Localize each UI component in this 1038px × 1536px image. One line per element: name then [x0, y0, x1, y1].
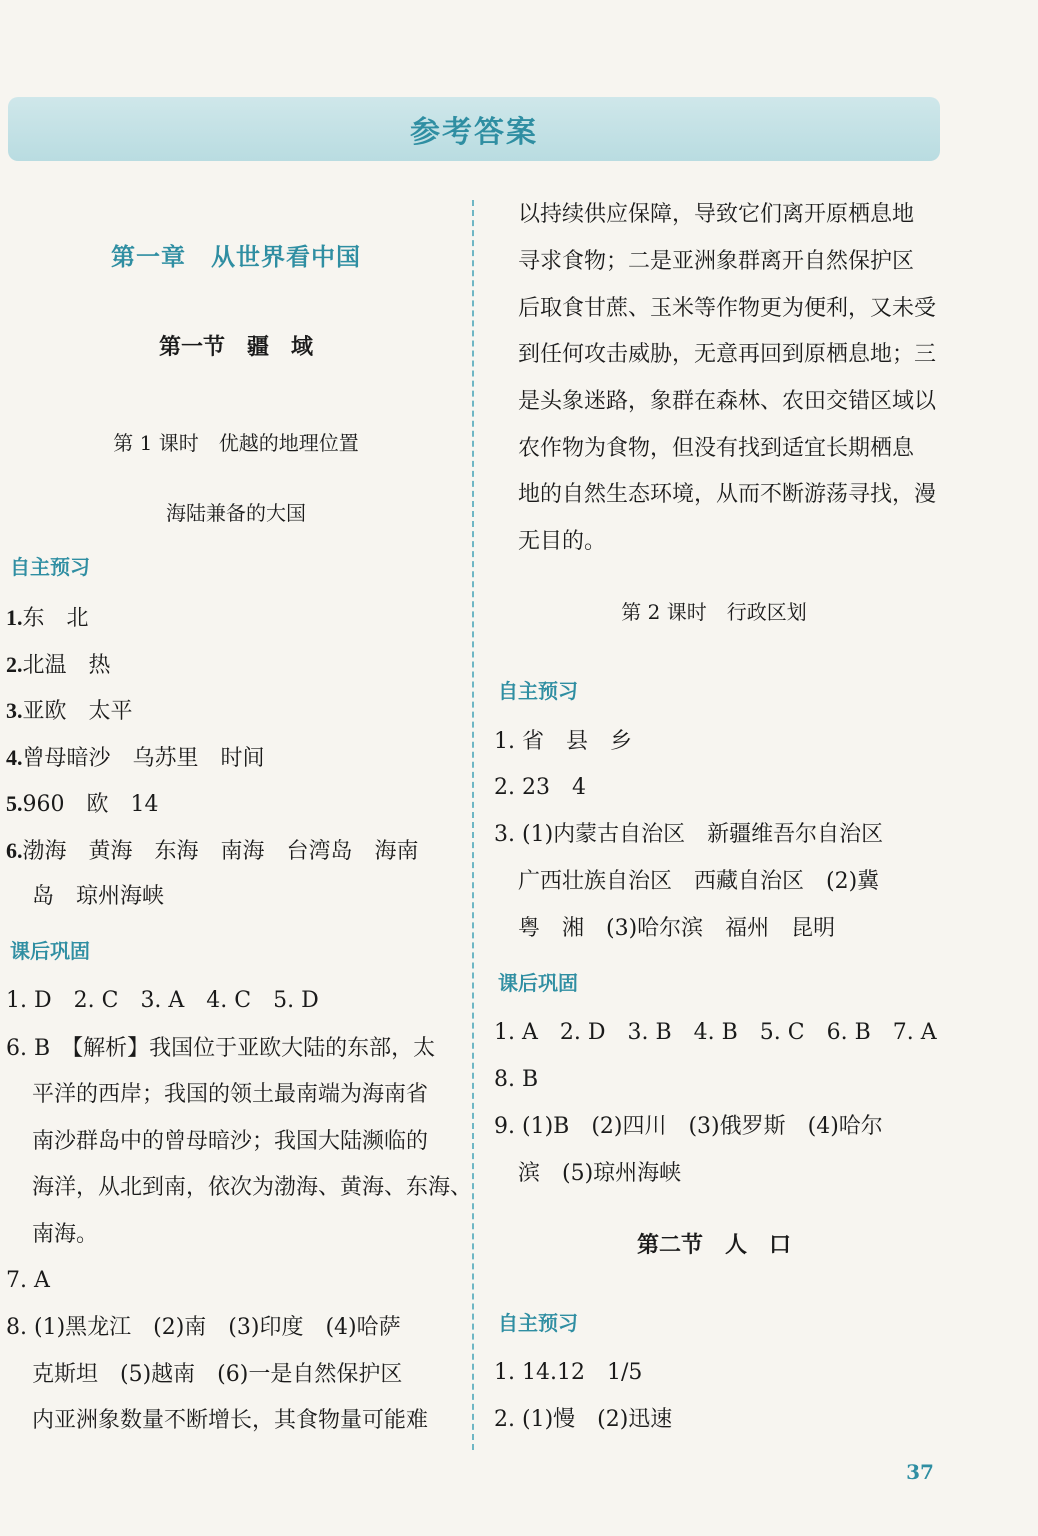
list-item: 6.渤海 黄海 东海 南海 台湾岛 海南: [6, 838, 419, 864]
list-item: 1.东 北: [6, 605, 89, 631]
answer-line: 7. A: [6, 1268, 50, 1293]
answer-line: 克斯坦 (5)越南 (6)一是自然保护区: [32, 1362, 403, 1387]
lesson-title: 第 1 课时 优越的地理位置: [113, 431, 359, 455]
list-item-cont: 广西壮族自治区 西藏自治区 (2)冀: [518, 869, 880, 894]
list-item: 1. D 2. C 3. A 4. C 5. D: [6, 988, 319, 1013]
answer-line: 后取食甘蔗、玉米等作物更为便利，又未受: [518, 296, 937, 321]
list-item: 4.曾母暗沙 乌苏里 时间: [6, 745, 265, 771]
answer-line: 南海。: [32, 1222, 99, 1247]
page-number: 37: [906, 1460, 934, 1484]
list-item: 2. (1)慢 (2)迅速: [494, 1407, 673, 1432]
list-item: 1. A 2. D 3. B 4. B 5. C 6. B 7. A: [494, 1020, 937, 1045]
answer-line: 6. B 【解析】我国位于亚欧大陆的东部，太: [6, 1036, 436, 1061]
lesson-title: 第 2 课时 行政区划: [621, 600, 807, 624]
list-item: 1. 省 县 乡: [494, 729, 632, 754]
answer-banner: [8, 97, 940, 161]
section-title: 第二节 人 口: [636, 1232, 791, 1258]
answer-line: 平洋的西岸；我国的领土最南端为海南省: [32, 1082, 429, 1107]
subtopic-title: 海陆兼备的大国: [166, 501, 306, 525]
list-item: 5.960 欧 14: [6, 791, 159, 817]
preview-heading: 自主预习: [498, 1311, 578, 1335]
review-heading: 课后巩固: [498, 971, 578, 995]
answer-line: 8. (1)黑龙江 (2)南 (3)印度 (4)哈萨: [6, 1315, 401, 1340]
answer-line: 以持续供应保障，导致它们离开原栖息地: [518, 202, 915, 227]
page-title: 参考答案: [410, 115, 538, 150]
answer-line: 到任何攻击威胁，无意再回到原栖息地；三: [518, 342, 937, 367]
preview-heading: 自主预习: [498, 679, 578, 703]
answer-line: 南沙群岛中的曾母暗沙；我国大陆濒临的: [32, 1129, 429, 1154]
list-item: 3. (1)内蒙古自治区 新疆维吾尔自治区: [494, 822, 884, 847]
list-item: 9. (1)B (2)四川 (3)俄罗斯 (4)哈尔: [494, 1114, 883, 1139]
list-item: 8. B: [494, 1067, 539, 1092]
section-title: 第一节 疆 域: [158, 334, 313, 360]
answer-line: 内亚洲象数量不断增长，其食物量可能难: [32, 1408, 429, 1433]
chapter-title: 第一章 从世界看中国: [111, 242, 361, 271]
answer-line: 海洋，从北到南，依次为渤海、黄海、东海、: [32, 1175, 473, 1200]
list-item-cont: 岛 琼州海峡: [32, 884, 165, 909]
review-heading: 课后巩固: [10, 939, 90, 963]
list-item: 2. 23 4: [494, 775, 586, 800]
answer-line: 无目的。: [518, 529, 607, 554]
answer-line: 地的自然生态环境，从而不断游荡寻找，漫: [518, 482, 937, 507]
list-item-cont: 粤 湘 (3)哈尔滨 福州 昆明: [518, 916, 836, 941]
list-item: 3.亚欧 太平: [6, 698, 133, 724]
list-item: 1. 14.12 1/5: [494, 1360, 643, 1385]
list-item-cont: 滨 (5)琼州海峡: [518, 1161, 682, 1186]
answer-line: 寻求食物；二是亚洲象群离开自然保护区: [518, 249, 915, 274]
answer-line: 是头象迷路，象群在森林、农田交错区域以: [518, 389, 937, 414]
column-divider: [472, 200, 474, 1450]
list-item: 2.北温 热: [6, 652, 111, 678]
answer-line: 农作物为食物，但没有找到适宜长期栖息: [518, 436, 915, 461]
preview-heading: 自主预习: [10, 555, 90, 579]
